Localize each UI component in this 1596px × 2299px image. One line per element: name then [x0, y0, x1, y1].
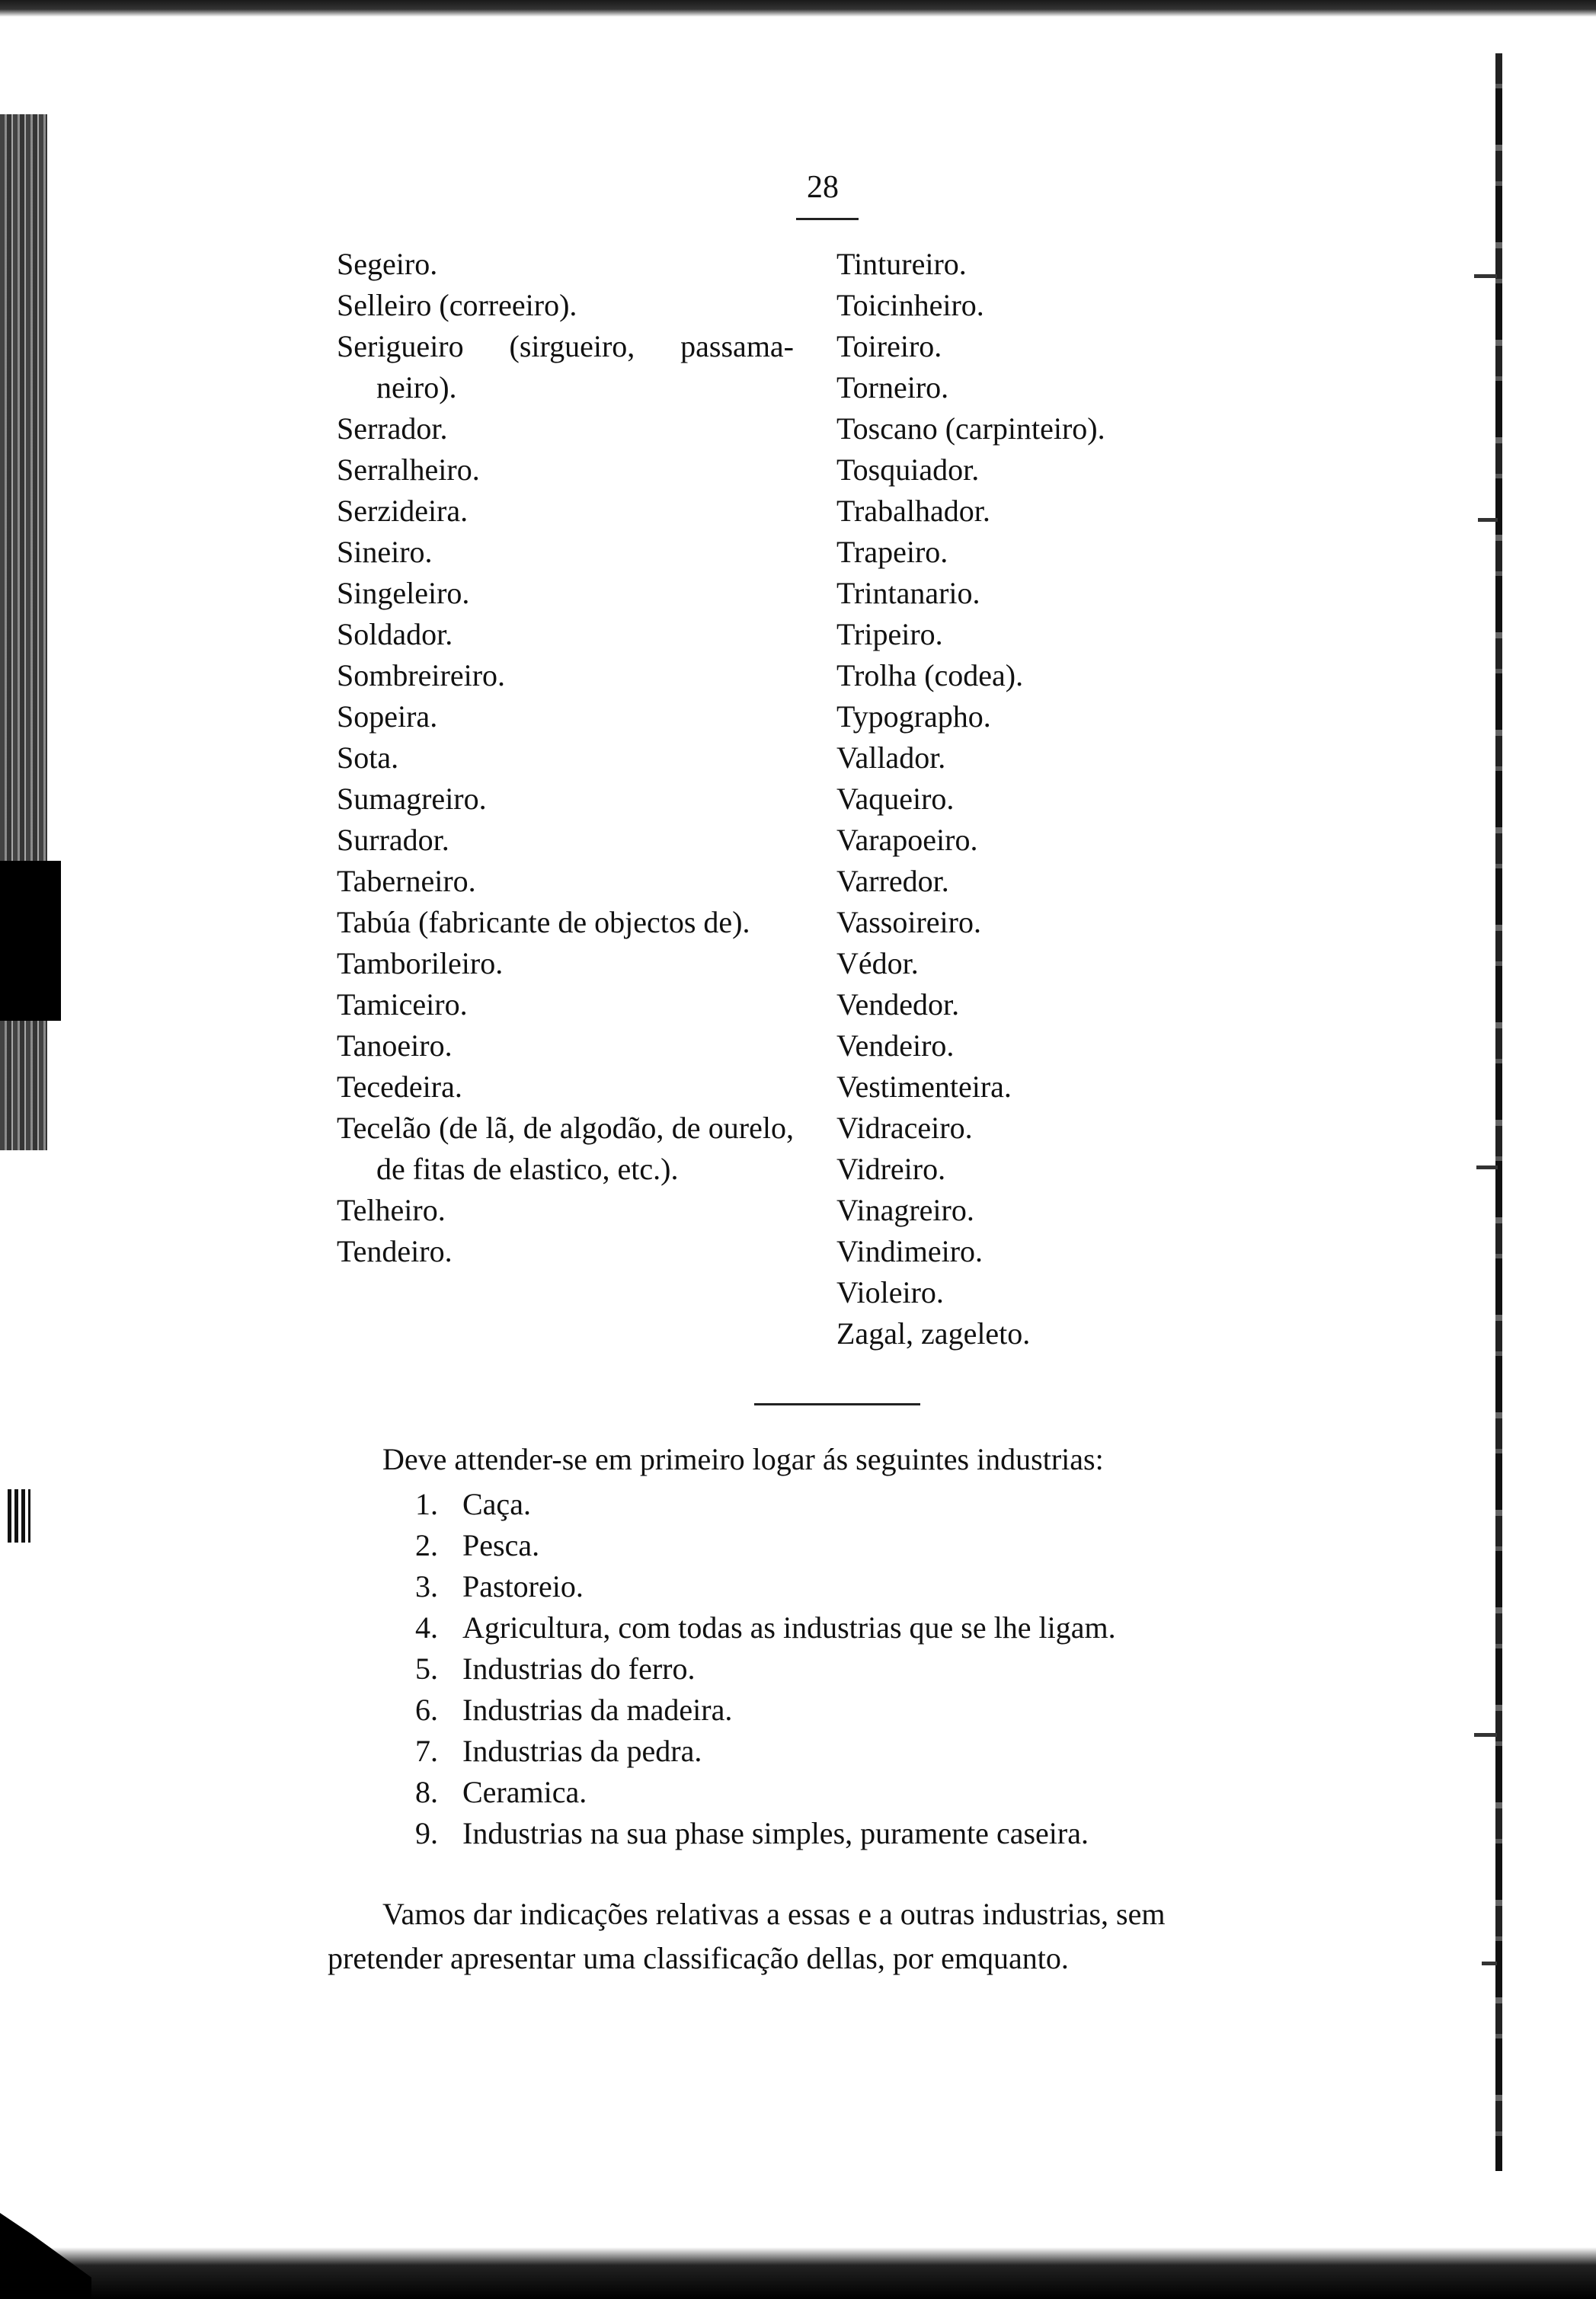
- occupation-entry: Vaqueiro.: [836, 782, 955, 816]
- occupation-entry: Tintureiro.: [836, 247, 967, 281]
- list-number: 2.: [415, 1528, 438, 1562]
- occupation-list-right: [836, 244, 1309, 1354]
- list-item: [415, 1566, 1116, 1607]
- scan-right-tick: [1482, 1962, 1497, 1965]
- list-item: [415, 1484, 1116, 1525]
- scan-left-blot: [0, 861, 61, 1021]
- occupation-entry: Sopeira.: [337, 699, 438, 734]
- occupation-entry: Tamiceiro.: [337, 987, 468, 1022]
- occupation-entry: Vendeiro.: [836, 1028, 955, 1063]
- occupation-entry: Tanoeiro.: [337, 1028, 453, 1063]
- occupation-entry: Tendeiro.: [337, 1234, 453, 1268]
- scan-right-tick: [1478, 518, 1498, 522]
- page-number-rule: [796, 218, 859, 220]
- list-item: [415, 1525, 1116, 1566]
- closing-line: pretender apresentar uma classificação dellas, por emquanto.: [328, 1941, 1069, 1975]
- occupation-entry: Tecelão (de lã, de algodão, de ourelo, de fitas de elastico, etc.).: [337, 1111, 794, 1186]
- scan-left-mark: [8, 1489, 30, 1543]
- scan-right-tick: [1476, 1165, 1498, 1169]
- occupation-entry: Sota.: [337, 740, 399, 775]
- closing-paragraph: [328, 1892, 1333, 1981]
- list-text: Agricultura, com todas as industrias que se lhe ligam.: [462, 1610, 1116, 1645]
- intro-sentence: Deve attender-se em primeiro logar ás seguintes industrias:: [382, 1442, 1104, 1476]
- occupation-entry: Sombreireiro.: [337, 658, 506, 692]
- occupation-entry: Sineiro.: [337, 535, 433, 569]
- occupation-entry: Vinagreiro.: [836, 1193, 974, 1227]
- list-number: 7.: [415, 1734, 438, 1768]
- list-number: 3.: [415, 1569, 438, 1604]
- occupation-entry: Typographo.: [836, 699, 991, 734]
- occupation-entry: Vidreiro.: [836, 1152, 946, 1186]
- scan-right-tick: [1474, 1733, 1497, 1737]
- list-text: Industrias da pedra.: [462, 1734, 702, 1768]
- scan-right-edge: [1495, 53, 1502, 2171]
- occupation-entry: Surrador.: [337, 823, 449, 857]
- occupation-entry: Serralheiro.: [337, 452, 480, 487]
- occupation-entry: Sumagreiro.: [337, 782, 487, 816]
- list-text: Industrias do ferro.: [462, 1652, 696, 1686]
- occupation-list-left: [337, 244, 794, 1272]
- occupation-entry: Tecedeira.: [337, 1070, 462, 1104]
- section-divider: [754, 1403, 920, 1405]
- list-item: [415, 1648, 1116, 1690]
- scan-top-edge: [0, 0, 1596, 17]
- list-number: 4.: [415, 1610, 438, 1645]
- closing-line: Vamos dar indicações relativas a essas e a outras industrias, sem: [382, 1897, 1166, 1931]
- occupation-entry: Trapeiro.: [836, 535, 948, 569]
- occupation-entry: Trintanario.: [836, 576, 980, 610]
- occupation-entry: Vidraceiro.: [836, 1111, 973, 1145]
- list-text: Pesca.: [462, 1528, 540, 1562]
- occupation-entry: Taberneiro.: [337, 864, 476, 898]
- occupation-entry: Serzideira.: [337, 494, 469, 528]
- occupation-entry: Vendedor.: [836, 987, 960, 1022]
- occupation-entry: Segeiro.: [337, 247, 438, 281]
- occupation-entry: Vallador.: [836, 740, 946, 775]
- occupation-entry: Serigueiro (sirgueiro, passama-neiro).: [337, 329, 794, 404]
- occupation-entry: Védor.: [836, 946, 919, 980]
- occupation-entry: Toicinheiro.: [836, 288, 984, 322]
- list-item: [415, 1813, 1116, 1854]
- list-text: Ceramica.: [462, 1775, 587, 1809]
- occupation-entry: Telheiro.: [337, 1193, 446, 1227]
- occupation-entry: Torneiro.: [836, 370, 949, 404]
- list-text: Caça.: [462, 1487, 531, 1521]
- occupation-entry: Tripeiro.: [836, 617, 943, 651]
- occupation-entry: Trolha (codea).: [836, 658, 1024, 692]
- list-text: Industrias da madeira.: [462, 1693, 733, 1727]
- occupation-entry: Zagal, zageleto.: [836, 1316, 1031, 1351]
- list-number: 5.: [415, 1652, 438, 1686]
- list-number: 9.: [415, 1816, 438, 1850]
- list-number: 8.: [415, 1775, 438, 1809]
- occupation-entry: Varapoeiro.: [836, 823, 978, 857]
- list-number: 1.: [415, 1487, 438, 1521]
- list-item: [415, 1690, 1116, 1731]
- list-item: [415, 1772, 1116, 1813]
- scan-right-tick: [1474, 274, 1497, 278]
- scan-bottom-edge: [0, 2247, 1596, 2299]
- occupation-entry: Toireiro.: [836, 329, 942, 363]
- list-text: Pastoreio.: [462, 1569, 584, 1604]
- occupation-entry: Vassoireiro.: [836, 905, 981, 939]
- occupation-entry: Toscano (carpinteiro).: [836, 411, 1105, 446]
- page-number: 28: [807, 170, 839, 205]
- occupation-entry: Vindimeiro.: [836, 1234, 984, 1268]
- occupation-entry: Violeiro.: [836, 1275, 944, 1309]
- occupation-entry: Soldador.: [337, 617, 453, 651]
- occupation-entry: Vestimenteira.: [836, 1070, 1012, 1104]
- occupation-entry: Tabúa (fabricante de objectos de).: [337, 905, 750, 939]
- occupation-entry: Tamborileiro.: [337, 946, 504, 980]
- list-number: 6.: [415, 1693, 438, 1727]
- occupation-entry: Tosquiador.: [836, 452, 980, 487]
- occupation-entry: Trabalhador.: [836, 494, 990, 528]
- occupation-entry: Varredor.: [836, 864, 949, 898]
- occupation-entry: Selleiro (correeiro).: [337, 288, 577, 322]
- list-item: [415, 1607, 1116, 1648]
- list-item: [415, 1731, 1116, 1772]
- occupation-entry: Serrador.: [337, 411, 448, 446]
- industries-list: [415, 1484, 1116, 1854]
- occupation-entry: Singeleiro.: [337, 576, 470, 610]
- list-text: Industrias na sua phase simples, puramente caseira.: [462, 1816, 1089, 1850]
